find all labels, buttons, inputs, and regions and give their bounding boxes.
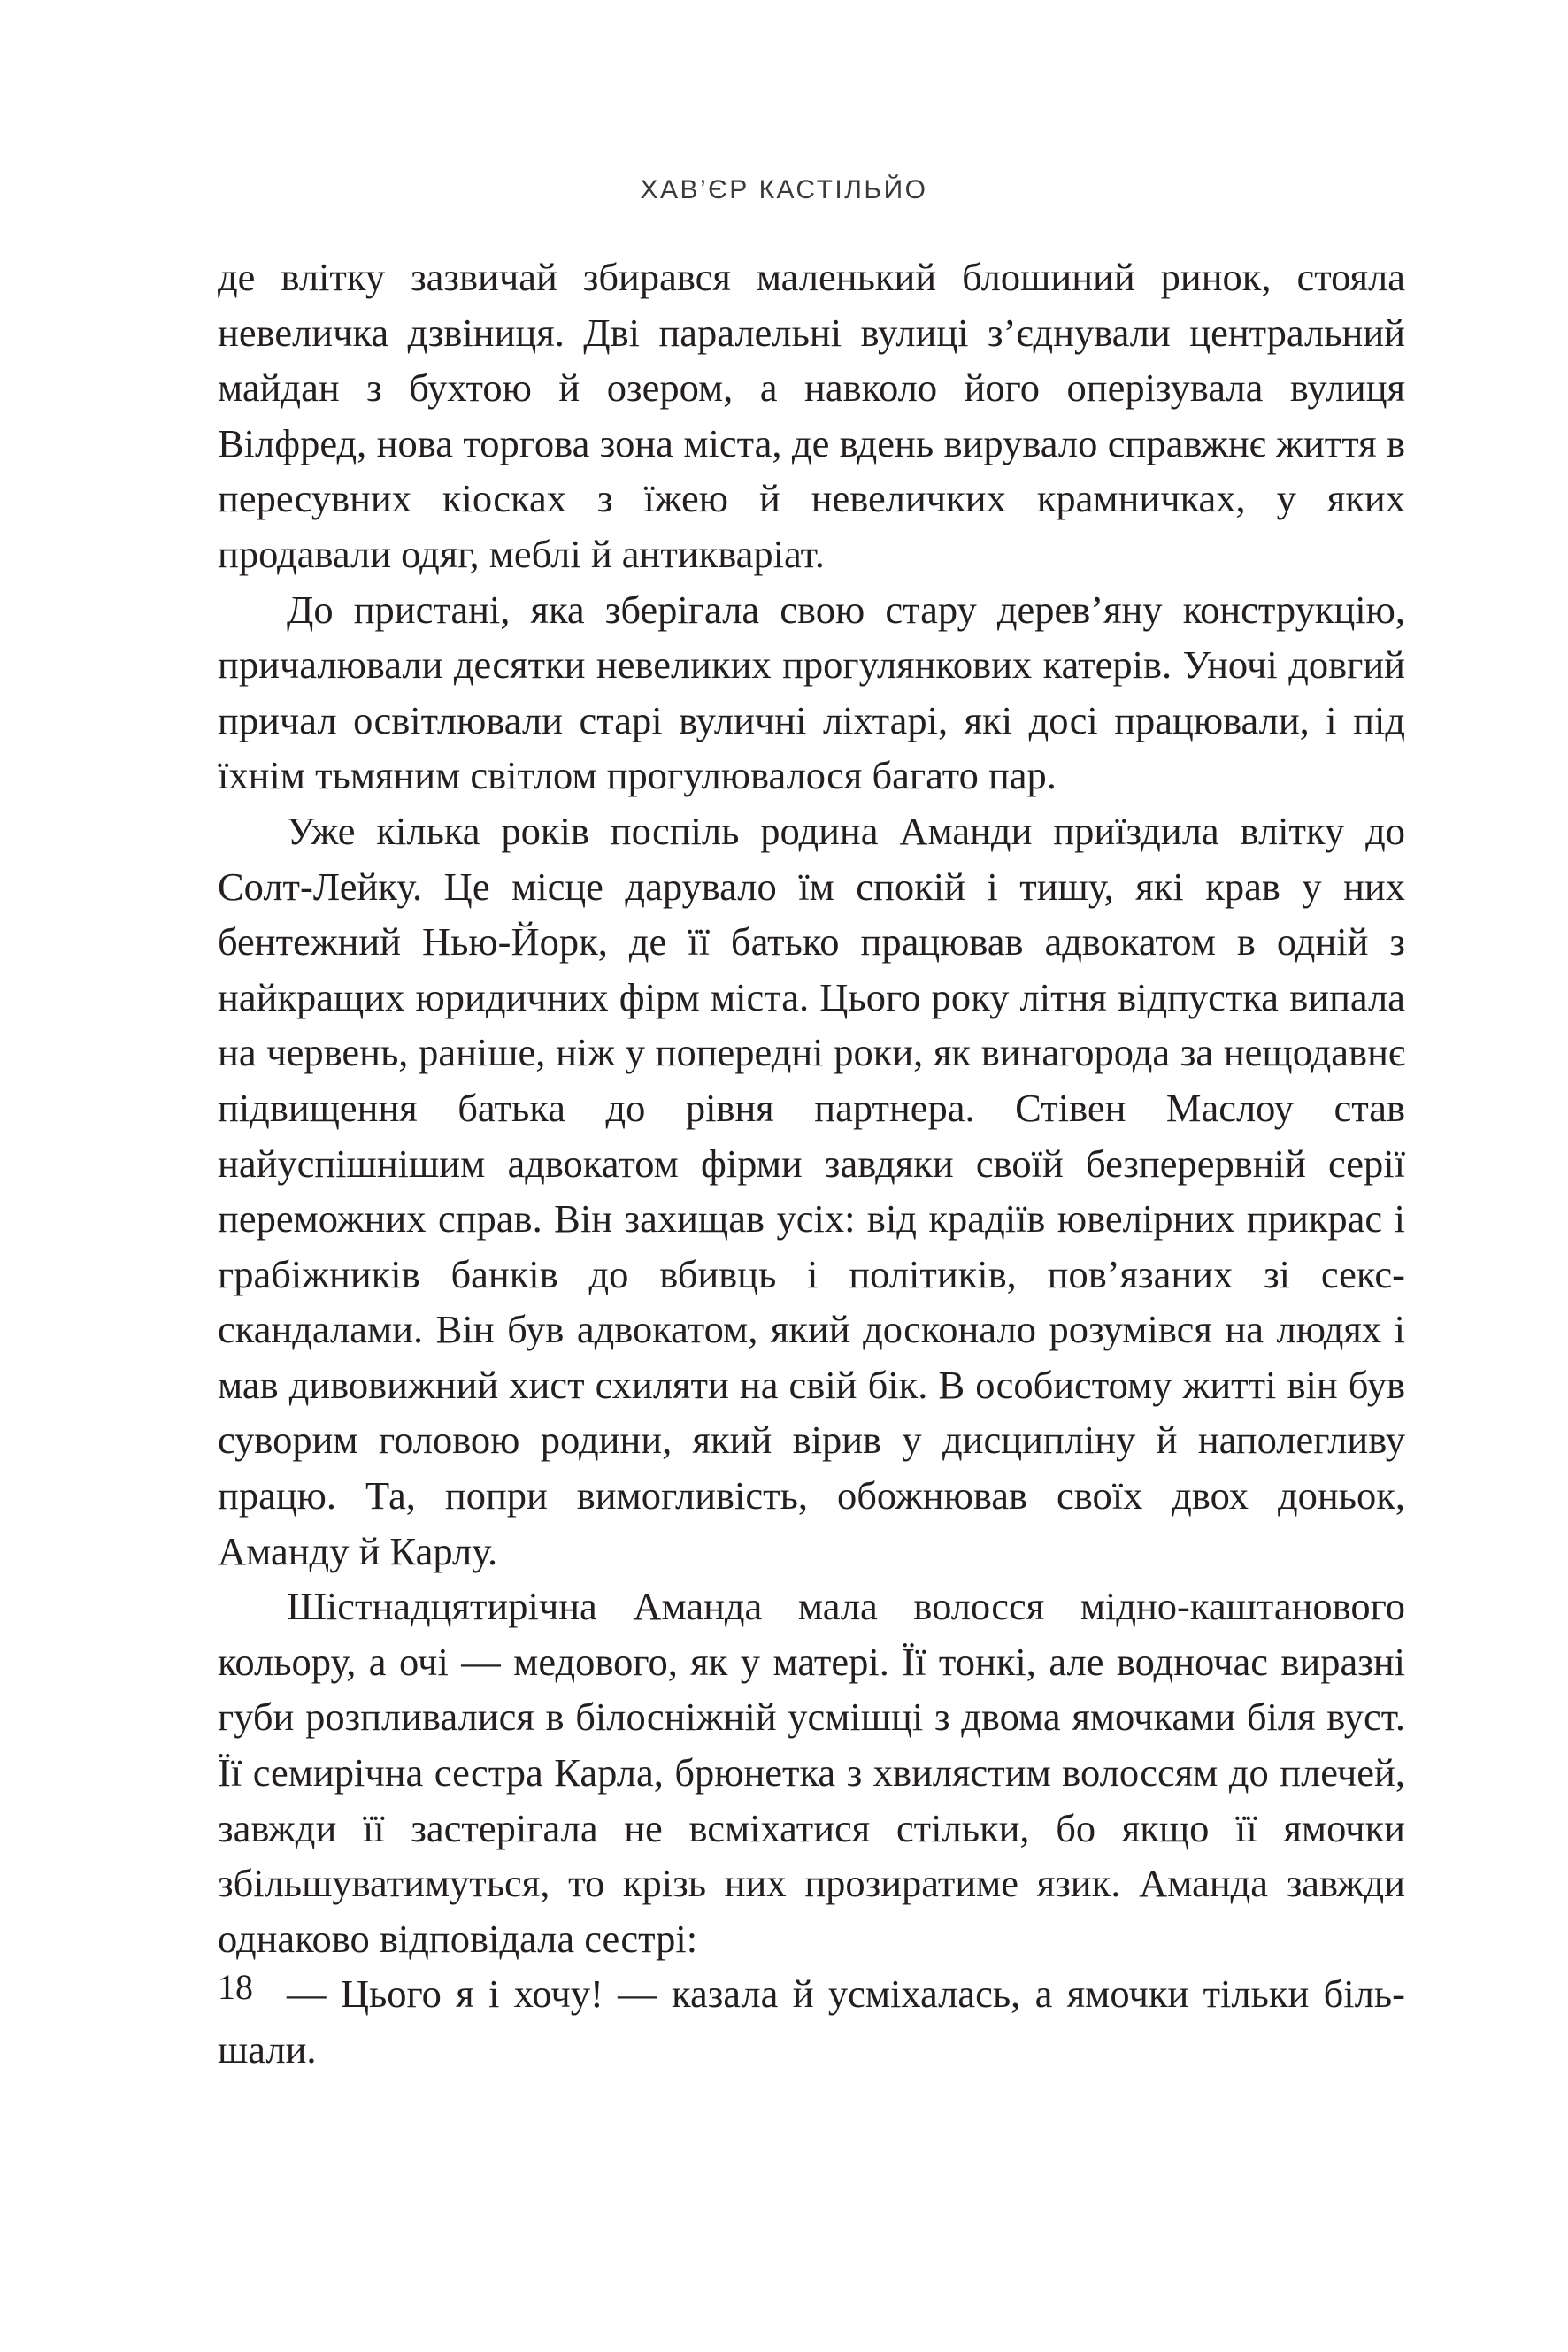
paragraph-2: До пристані, яка зберігала свою стару дерев’яну конструкцію, причалювали десятки невеликих прогулянкових катерів. Уночі довгий причал освітлювали старі вуличні ліхтарі, які досі працювали, і під їхнім тьмяним світлом прогулювалося багато пар.: [218, 587, 1405, 798]
paragraph-3: Уже кілька років поспіль родина Аманди приїздила влітку до Солт-Лейку. Це місце дарувало їм спокій і тишу, які крав у них бентежний Нью-Йорк, де її батько працював адвокатом в одній з найкращих юридичних фірм міста. Цього року літня відпустка випала на червень, раніше, ніж у попередні роки, як винагорода за нещодавнє підвищення батька до рівня партнера. Стівен Маслоу став найуспішнішим адвокатом фірми завдяки своїй безперервній серії переможних справ. Він захищав усіх: від крадіїв ювелірних прикрас і грабіжників банків до вбивць і політиків, пов’язаних зі секс-скандалами. Він був адвокатом, який досконало розумівся на людях і мав дивовижний хист схиляти на свій бік. В особистому житті він був суворим головою родини, який вірив у дисципліну й наполегливу працю. Та, попри вимогливість, обожнював своїх двох доньок, Аманду й Карлу.: [218, 808, 1405, 1573]
running-head-author: ХАВ’ЄР КАСТІЛЬЙО: [640, 175, 928, 204]
paragraph-1: де влітку зазвичай збирався маленький блошиний ринок, стояла невеличка дзвіниця. Дві паралельні вулиці з’єднували центральний майдан з бухтою й озером, а навколо його оперізувала вулиця Вілфред, нова торгова зона міста, де вдень вирувало справжнє життя в пересувних кіосках з їжею й невеличких крамничках, у яких продавали одяг, меблі й антикваріат.: [218, 255, 1405, 576]
paragraph-5: — Цього я і хочу! — казала й усміхалась, а ямочки тільки більшали.: [218, 1972, 1405, 2071]
paragraph-4: Шістнадцятирічна Аманда мала волосся мідно-каштанового кольору, а очі — медового, як у матері. Її тонкі, але водночас виразні губи розпливалися в білосніжній усмішці з двома ямочками біля вуст. Її семирічна сестра Карла, брюнетка з хвилястим волоссям до плечей, завжди її застерігала не всміхатися стільки, бо якщо її ямочки збільшуватимуться, то крізь них прозиратиме язик. Аманда завжди однаково відповідала сестрі:: [218, 1584, 1405, 1961]
body-text: [218, 250, 1405, 2078]
page-number: 18: [218, 1967, 253, 2007]
